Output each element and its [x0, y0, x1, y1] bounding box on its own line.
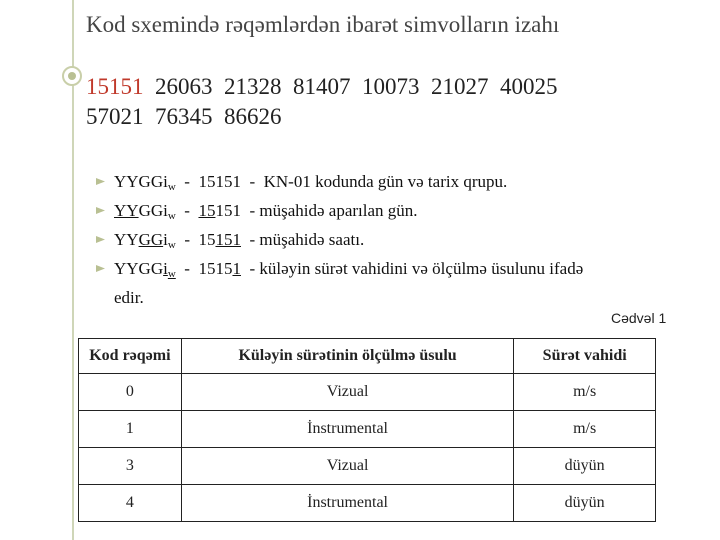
cell-unit: m/s: [514, 411, 656, 448]
template-subscript: w: [167, 239, 176, 251]
bullet-icon: [96, 178, 105, 185]
code-line-2: 57021 76345 86626: [86, 104, 282, 129]
header-code: Kod rəqəmi: [79, 339, 182, 374]
separator: -: [175, 201, 199, 220]
cell-code: 0: [79, 374, 182, 411]
circle-center: [68, 72, 76, 80]
item-description: - KN-01 kodunda gün və tarix qrupu.: [240, 172, 508, 191]
table-header-row: [79, 339, 656, 374]
template-subscript: w: [167, 181, 176, 193]
code-sequence: [86, 72, 696, 132]
code-line-1: [86, 72, 696, 102]
list-item-continuation: edir.: [114, 288, 144, 307]
explanation-list: [96, 170, 696, 310]
separator: -: [175, 259, 199, 278]
cell-unit: düyün: [514, 485, 656, 522]
table-row: [79, 448, 656, 485]
table-row: [79, 411, 656, 448]
template-text: YYGGi: [114, 172, 168, 191]
wind-speed-table: [78, 338, 656, 522]
code-value: 15151: [198, 201, 241, 220]
template-text: YYGGi: [114, 259, 168, 278]
code-line-1-rest: 26063 21328 81407 10073 21027 40025: [143, 74, 558, 99]
bullet-icon: [96, 265, 105, 272]
list-item: [96, 199, 696, 228]
code-value: 15151: [198, 172, 241, 191]
cell-code: 3: [79, 448, 182, 485]
cell-method: Vizual: [181, 374, 514, 411]
list-item: [96, 257, 696, 286]
list-item: [96, 228, 696, 257]
code-value: 15151: [198, 259, 241, 278]
page-title: Kod sxemində rəqəmlərdən ibarət simvolların izahı: [86, 12, 560, 37]
template-subscript: w: [167, 268, 176, 280]
separator: -: [175, 230, 199, 249]
cell-method: İnstrumental: [181, 485, 514, 522]
cell-unit: m/s: [514, 374, 656, 411]
item-description: - küləyin sürət vahidini və ölçülmə üsulunu ifadə: [240, 259, 584, 278]
template-subscript: w: [167, 210, 176, 222]
highlighted-code-group: 15151: [86, 74, 144, 99]
table-caption: Cədvəl 1: [611, 310, 667, 326]
cell-method: Vizual: [181, 448, 514, 485]
code-value: 15151: [198, 230, 241, 249]
cell-code: 4: [79, 485, 182, 522]
bullet-icon: [96, 236, 105, 243]
bullet-icon: [96, 207, 105, 214]
cell-code: 1: [79, 411, 182, 448]
separator: -: [175, 172, 199, 191]
cell-unit: düyün: [514, 448, 656, 485]
decorative-circle-icon: [62, 66, 82, 86]
header-method: Küləyin sürətinin ölçülmə üsulu: [181, 339, 514, 374]
item-description: - müşahidə saatı.: [240, 230, 365, 249]
item-description: - müşahidə aparılan gün.: [240, 201, 418, 220]
table-row: [79, 374, 656, 411]
table-row: [79, 485, 656, 522]
cell-method: İnstrumental: [181, 411, 514, 448]
template-text: YYGGi: [114, 230, 168, 249]
list-item: [96, 170, 696, 199]
header-unit: Sürət vahidi: [514, 339, 656, 374]
template-text: YYGGi: [114, 201, 168, 220]
